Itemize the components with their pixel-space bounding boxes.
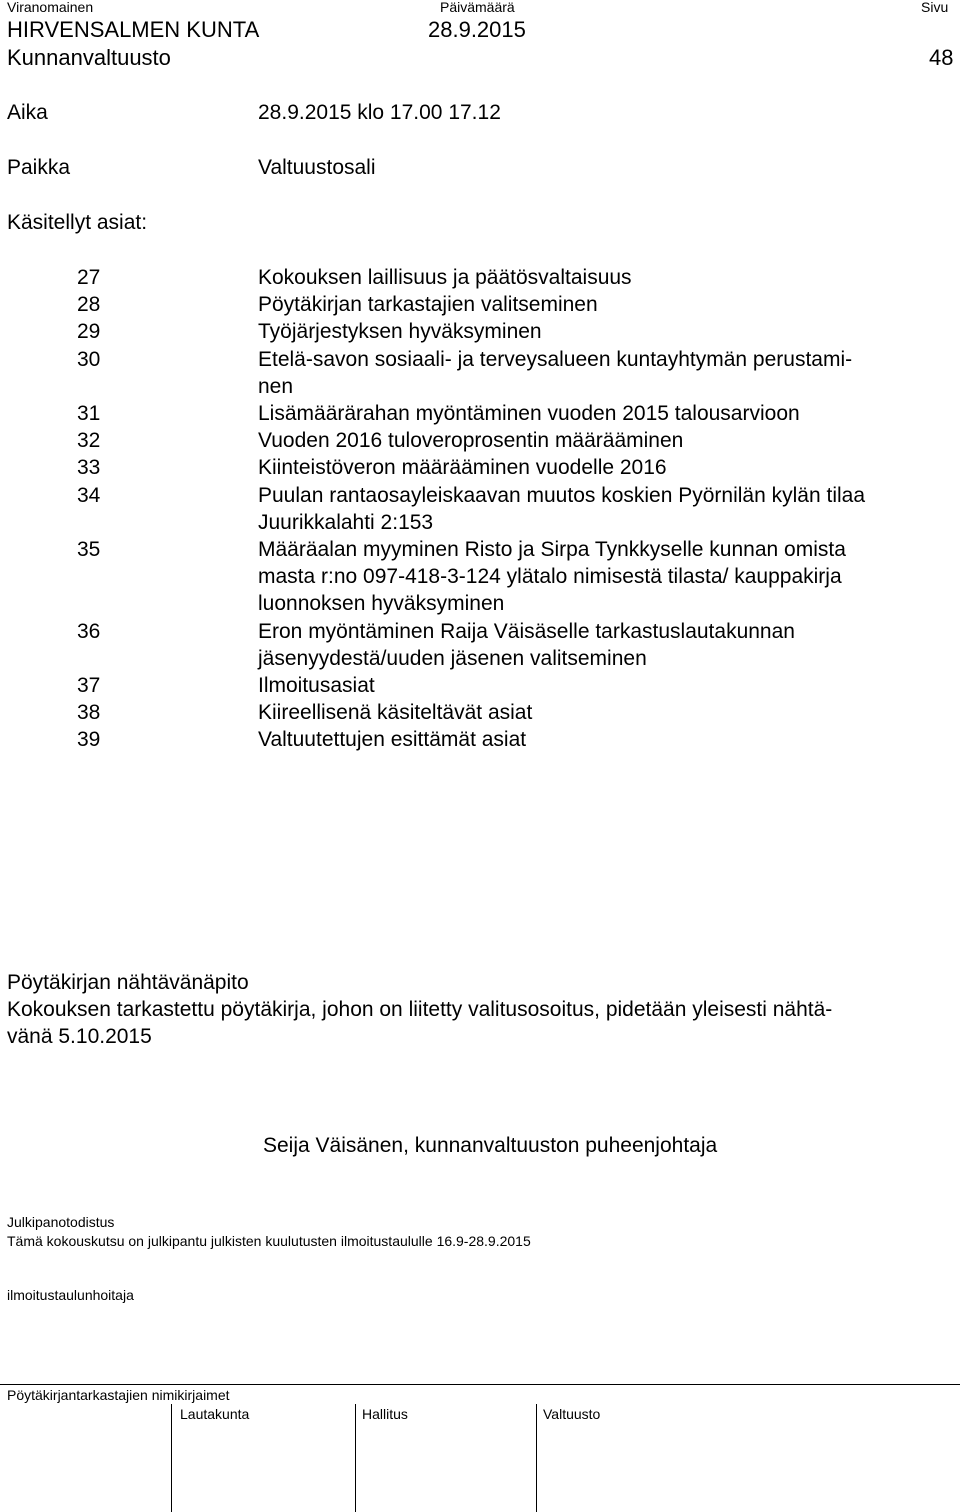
agenda-item <box>0 699 960 726</box>
place-label: Paikka <box>7 156 71 179</box>
agenda-item <box>0 346 960 400</box>
agenda-item <box>0 318 960 345</box>
agenda-item-number: 29 <box>77 320 101 344</box>
chair-signature-line: Seija Väisänen, kunnanvaltuuston puheenjohtaja <box>263 1134 718 1157</box>
time-value: 28.9.2015 klo 17.00 17.12 <box>258 101 501 124</box>
place-value: Valtuustosali <box>258 156 376 179</box>
municipality-name: HIRVENSALMEN KUNTA <box>7 17 260 42</box>
agenda-item-number: 36 <box>77 619 101 643</box>
agenda-item-title: Kokouksen laillisuus ja päätösvaltaisuus <box>258 266 632 289</box>
agenda-item <box>0 618 960 672</box>
agenda-item-number: 31 <box>77 402 101 426</box>
header-date-label: Päivämäärä <box>440 0 515 15</box>
agenda-item-title: Vuoden 2016 tuloveroprosentin määrääminen <box>258 429 684 453</box>
public-view-line-2: vänä 5.10.2015 <box>7 1025 152 1048</box>
agenda-item-title: Pöytäkirjan tarkastajien valitseminen <box>258 293 598 317</box>
agenda-item-number: 34 <box>77 483 101 507</box>
agenda-item-number: 30 <box>77 347 101 371</box>
header-page-label: Sivu <box>921 0 949 15</box>
footer-column-divider <box>355 1404 356 1512</box>
agenda-item-title: Kiinteistöveron määrääminen vuodelle 2016 <box>258 456 667 480</box>
items-heading: Käsitellyt asiat: <box>7 211 148 234</box>
agenda-item-number: 27 <box>77 266 101 289</box>
agenda-item-number: 28 <box>77 293 101 317</box>
footer-divider <box>0 1384 960 1385</box>
agenda-item-title: Lisämäärärahan myöntäminen vuoden 2015 talousarvioon <box>258 402 800 426</box>
agenda-item-number: 33 <box>77 456 101 480</box>
agenda-item-title: Puulan rantaosayleiskaavan muutos koskien Pyörnilän kylän tilaa Juurikkalahti 2:153 <box>258 483 866 534</box>
agenda-item-number: 39 <box>77 728 101 752</box>
agenda-item-title: Työjärjestyksen hyväksyminen <box>258 320 542 344</box>
agenda-item-title: Eron myöntäminen Raija Väisäselle tarkastuslautakunnan jäsenyydestä/uuden jäsenen valitseminen <box>258 619 795 670</box>
agenda-item <box>0 536 960 618</box>
footer-col-council: Valtuusto <box>543 1406 601 1422</box>
footer-col-board: Lautakunta <box>180 1406 250 1422</box>
agenda-item <box>0 672 960 699</box>
agenda-item <box>0 264 960 291</box>
notice-heading: Julkipanotodistus <box>7 1214 115 1230</box>
agenda-item-title: Etelä-savon sosiaali- ja terveysalueen kuntayhtymän perustami- nen <box>258 347 853 398</box>
agenda-item-title: Ilmoitusasiat <box>258 674 375 698</box>
page-number: 48 <box>929 45 954 70</box>
notice-keeper: ilmoitustaulunhoitaja <box>7 1287 134 1303</box>
agenda-item-title: Kiireellisenä käsiteltävät asiat <box>258 701 533 725</box>
agenda-item <box>0 726 960 753</box>
agenda-item <box>0 454 960 481</box>
footer-title: Pöytäkirjantarkastajien nimikirjaimet <box>7 1387 230 1403</box>
public-view-heading: Pöytäkirjan nähtävänäpito <box>7 971 249 994</box>
agenda-item-title: Määräalan myyminen Risto ja Sirpa Tynkkyselle kunnan omista masta r:no 097-418-3-124 ylätalo nimisestä tilasta/ kauppakirja luonnoksen hyväksyminen <box>258 538 846 616</box>
agenda-item <box>0 291 960 318</box>
agenda-item-number: 35 <box>77 538 101 562</box>
agenda-item-number: 38 <box>77 701 101 725</box>
footer-column-divider <box>171 1404 172 1512</box>
agenda-item-list <box>0 264 960 754</box>
agenda-item-number: 32 <box>77 429 101 453</box>
agenda-item <box>0 400 960 427</box>
agenda-item-number: 37 <box>77 674 101 698</box>
agenda-item <box>0 482 960 536</box>
public-view-line-1: Kokouksen tarkastettu pöytäkirja, johon on liitetty valitusosoitus, pidetään yleisesti nähtä- <box>7 998 833 1021</box>
header-authority-label: Viranomainen <box>7 0 94 15</box>
council-name: Kunnanvaltuusto <box>7 45 171 70</box>
time-label: Aika <box>7 101 48 124</box>
agenda-item <box>0 427 960 454</box>
notice-text: Tämä kokouskutsu on julkipantu julkisten kuulutusten ilmoitustaululle 16.9-28.9.2015 <box>7 1233 531 1249</box>
header-date: 28.9.2015 <box>428 17 526 42</box>
agenda-item-title: Valtuutettujen esittämät asiat <box>258 728 527 752</box>
footer-col-government: Hallitus <box>362 1406 408 1422</box>
footer-column-divider <box>536 1404 537 1512</box>
